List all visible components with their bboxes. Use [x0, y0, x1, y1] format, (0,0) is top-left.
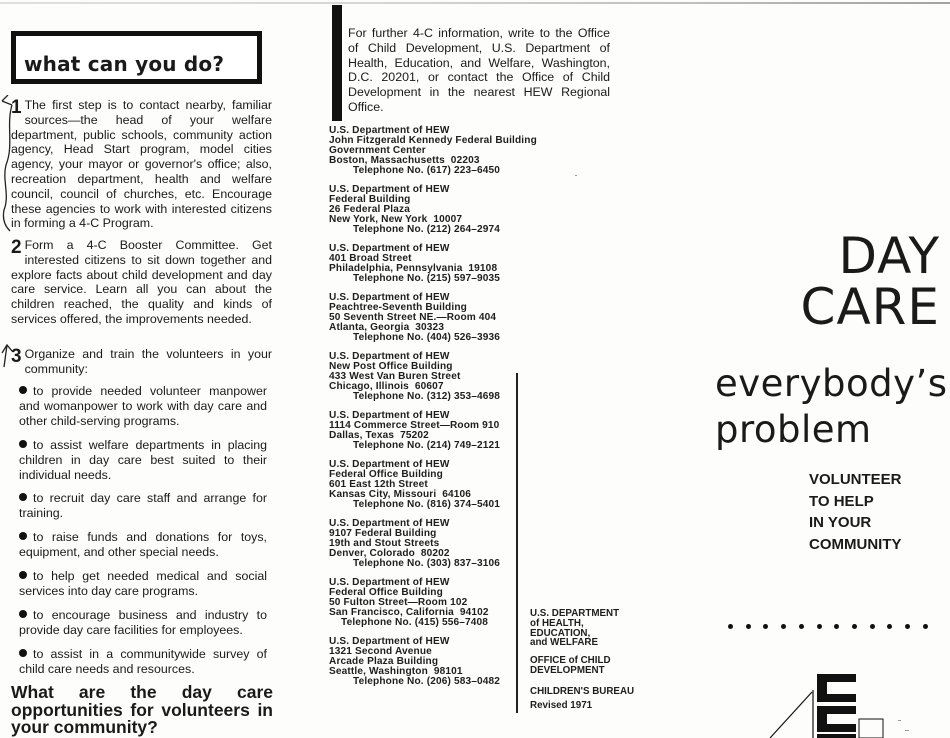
black-accent-bar [332, 5, 342, 121]
bullet-item: to recruit day care staff and arrange for training. [19, 491, 267, 520]
telephone: Telephone No. (404) 526–3936 [353, 331, 501, 343]
step-1 [11, 98, 272, 231]
office-denver: U.S. Department of HEW 9107 Federal Building 19th and Stout Streets Denver, Colorado 80202 Telephone No. (303) 837–3106 [329, 518, 501, 569]
office-san-francisco: U.S. Department of HEW Federal Office Building 50 Fulton Street—Room 102 San Francisco, California 94102 Telephone No. (415) 556–7408 [329, 577, 489, 628]
bullet-item: to provide needed volunteer manpower and womanpower to work with day care and other child-serving programs. [19, 384, 267, 428]
office-new-york: U.S. Department of HEW Federal Building 26 Federal Plaza New York, New York 10007 Telephone No. (212) 264–2974 [329, 184, 501, 235]
step-number: 3 [11, 346, 22, 367]
bullet-dot-icon [19, 440, 27, 448]
bullet-item: to encourage business and industry to provide day care facilities for employees. [19, 608, 267, 637]
cover-subtitle-line2: problem [715, 408, 872, 451]
office-kansas-city: U.S. Department of HEW Federal Office Building 601 East 12th Street Kansas City, Missouri 64106 Telephone No. (816) 374–5401 [329, 459, 501, 510]
telephone: Telephone No. (214) 749–2121 [353, 439, 501, 451]
office-philadelphia: U.S. Department of HEW 401 Broad Street Philadelphia, Pennsylvania 19108 Telephone No. (215) 597–9035 [329, 243, 501, 284]
bullet-item: to assist in a communitywide survey of child care needs and resources. [19, 647, 267, 676]
column-divider-line [516, 373, 518, 713]
step-text: The first step is to contact nearby, familiar sources—the head of your welfare department, public schools, community action agency, Head Start program, model cities agency, your mayor or governor's office; also, recreation department, health and welfare council, council of churches, etc. Encourage these agencies to work with interested citizens in forming a 4-C Program. [11, 98, 272, 231]
bullet-item: to help get needed medical and social services into day care programs. [19, 569, 267, 598]
bullet-dot-icon [19, 649, 27, 657]
bullet-item: to assist welfare departments in placing children in day care best suited to their individual needs. [19, 438, 267, 482]
bullet-item: to raise funds and donations for toys, equipment, and other special needs. [19, 530, 267, 559]
section-heading: what can you do? [24, 52, 225, 76]
telephone: Telephone No. (212) 264–2974 [353, 223, 501, 235]
office-chicago: U.S. Department of HEW New Post Office Building 433 West Van Buren Street Chicago, Illinois 60607 Telephone No. (312) 353–4698 [329, 351, 501, 402]
office-boston: U.S. Department of HEW John Fitzgerald Kennedy Federal Building Government Center Boston, Massachusetts 02203 Telephone No. (617) 223–6450 [329, 125, 537, 176]
telephone: Telephone No. (206) 583–0482 [353, 675, 501, 687]
step-text: Organize and train the volunteers in your community: [24, 347, 272, 376]
cover-title-line2: CARE [800, 278, 940, 336]
telephone: Telephone No. (415) 556–7408 [341, 616, 489, 628]
step-text: Form a 4-C Booster Committee. Get interested citizens to sit down together and explore facts about child development and day care service. Learn all you can about the children reached, the quality and kinds of services offered, the improvements needed. [11, 238, 272, 326]
telephone: Telephone No. (303) 837–3106 [353, 557, 501, 569]
office-seattle: U.S. Department of HEW 1321 Second Avenue Arcade Plaza Building Seattle, Washington 98101 Telephone No. (206) 583–0482 [329, 636, 501, 687]
cover-title-line1: DAY [838, 227, 940, 285]
section-heading-box [11, 31, 262, 84]
bullet-dot-icon [19, 571, 27, 579]
bullet-dot-icon [19, 610, 27, 618]
4c-logo-icon [760, 670, 900, 738]
dotted-divider [728, 624, 928, 629]
question-heading: What are the day care opportunities for volunteers in your community? [11, 682, 273, 737]
intro-paragraph: For further 4-C information, write to the Office of Child Development, U.S. Department of Health, Education, and Welfare, Washington, D.C. 20201, or contact the Office of Child Development in the nearest HEW Regional Office. [348, 26, 610, 114]
cover-subtitle-line1: everybody’s [715, 362, 948, 405]
bullet-dot-icon [19, 532, 27, 540]
telephone: Telephone No. (312) 353–4698 [353, 390, 501, 402]
bullet-dot-icon [19, 493, 27, 501]
telephone: Telephone No. (617) 223–6450 [353, 164, 501, 176]
office-dallas: U.S. Department of HEW 1114 Commerce Street—Room 910 Dallas, Texas 75202 Telephone No. (214) 749–2121 [329, 410, 501, 451]
telephone: Telephone No. (215) 597–9035 [353, 272, 501, 284]
publisher-credits: U.S. DEPARTMENT of HEALTH, EDUCATION, and WELFARE OFFICE of CHILD DEVELOPMENT CHILDREN'S BUREAU Revised 1971 [530, 608, 635, 711]
office-atlanta: U.S. Department of HEW Peachtree-Seventh Building 50 Seventh Street NE.—Room 404 Atlanta, Georgia 30323 Telephone No. (404) 526–3936 [329, 292, 501, 343]
step-2 [11, 238, 272, 327]
bullet-dot-icon [19, 386, 27, 394]
step-3 [11, 347, 272, 377]
step-number: 1 [11, 97, 22, 118]
step-number: 2 [11, 237, 22, 258]
telephone: Telephone No. (816) 374–5401 [353, 498, 501, 510]
cover-tagline: VOLUNTEER TO HELP IN YOUR COMMUNITY [809, 471, 902, 554]
page-top-edge [0, 2, 950, 4]
